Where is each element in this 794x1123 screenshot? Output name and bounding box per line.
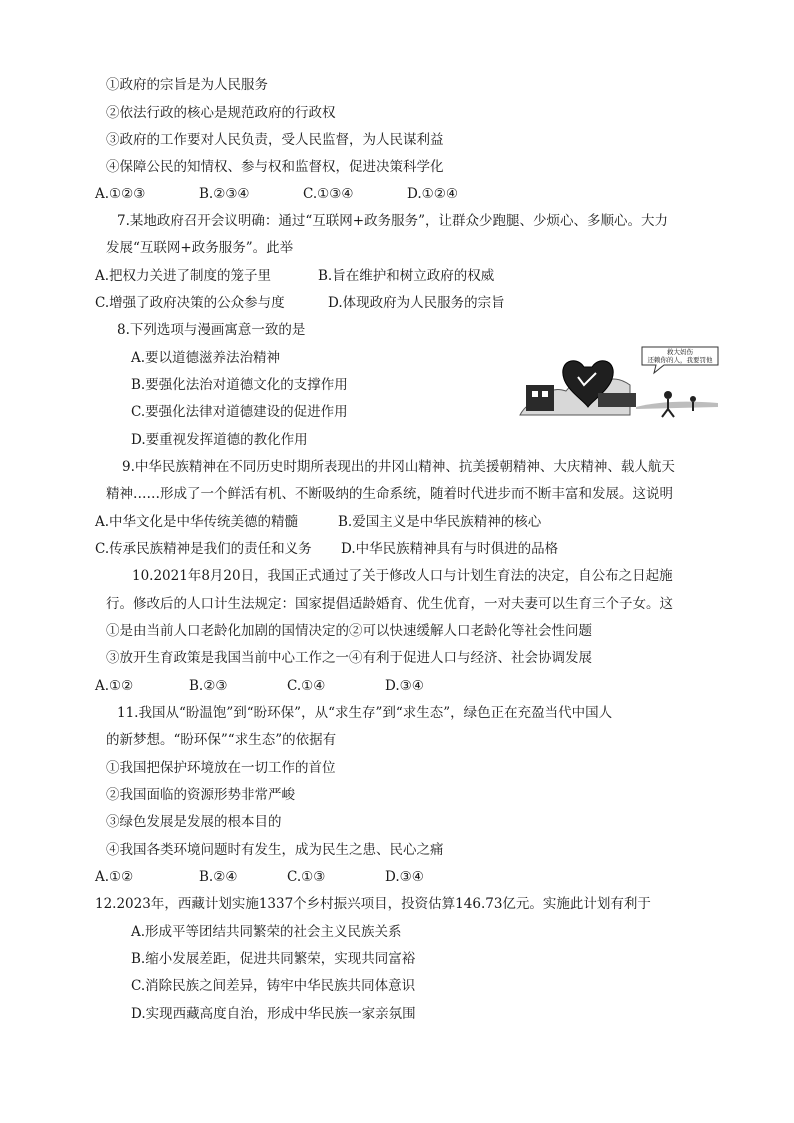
q8-option-b[interactable]: B.要强化法治对道德文化的支撑作用 xyxy=(131,377,348,393)
q11-item-4: ④我国各类环境问题时有发生，成为民生之患、民心之痛 xyxy=(106,842,444,858)
cartoon-caption-line2: 还赖你的人，我要罚他 xyxy=(647,356,713,364)
q9-stem-line1: 9.中华民族精神在不同历史时期所表现出的井冈山精神、抗美援朝精神、大庆精神、载人航天 xyxy=(122,459,675,475)
q11-options xyxy=(95,868,424,886)
cartoon-figure-leg xyxy=(668,409,674,417)
q8-stem: 8.下列选项与漫画寓意一致的是 xyxy=(117,322,306,338)
q7-option-d[interactable]: D.体现政府为人民服务的宗旨 xyxy=(328,295,505,311)
q9-option-c[interactable]: C.传承民族精神是我们的责任和义务 xyxy=(95,541,312,557)
cartoon-caption-line1: 救大妈伤 xyxy=(667,348,693,356)
q9-option-a[interactable]: A.中华文化是中华传统美德的精髓 xyxy=(95,514,299,530)
q6-option-d[interactable]: D.①②④ xyxy=(407,186,458,202)
cartoon-illustration xyxy=(518,345,722,431)
q7-option-b[interactable]: B.旨在维护和树立政府的权威 xyxy=(318,268,495,284)
q11-option-c[interactable]: C.①③ xyxy=(287,869,326,885)
cartoon-building xyxy=(526,385,554,411)
q6-option-a[interactable]: A.①②③ xyxy=(95,186,146,202)
q7-stem-line1: 7.某地政府召开会议明确：通过“互联网+政务服务”，让群众少跑腿、少烦心、多顺心。大力 xyxy=(117,213,668,229)
q10-option-b[interactable]: B.②③ xyxy=(189,678,228,694)
q6-item-2: ②依法行政的核心是规范政府的行政权 xyxy=(106,105,336,121)
q11-option-d[interactable]: D.③④ xyxy=(385,869,424,885)
q10-option-d[interactable]: D.③④ xyxy=(385,678,424,694)
q10-items-line2: ③放开生育政策是我国当前中心工作之一④有利于促进人口与经济、社会协调发展 xyxy=(106,650,592,666)
q11-item-3: ③绿色发展是发展的根本目的 xyxy=(106,814,282,830)
cartoon-signboard xyxy=(598,393,636,407)
q7-option-a[interactable]: A.把权力关进了制度的笼子里 xyxy=(95,268,272,284)
q7-options-row2 xyxy=(95,294,505,312)
q8-cartoon xyxy=(518,345,722,431)
q11-option-a[interactable]: A.①② xyxy=(95,869,134,885)
q12-option-b[interactable]: B.缩小发展差距，促进共同繁荣，实现共同富裕 xyxy=(131,951,416,967)
q6-option-c[interactable]: C.①③④ xyxy=(303,186,354,202)
q12-option-d[interactable]: D.实现西藏高度自治，形成中华民族一家亲氛围 xyxy=(131,1006,416,1022)
q10-option-c[interactable]: C.①④ xyxy=(287,678,326,694)
q12-option-a[interactable]: A.形成平等团结共同繁荣的社会主义民族关系 xyxy=(131,924,402,940)
q11-stem-line2: 的新梦想。“盼环保”“求生态”的依据有 xyxy=(106,732,337,748)
q10-option-a[interactable]: A.①② xyxy=(95,678,134,694)
cartoon-figure-head xyxy=(690,396,696,402)
q11-item-1: ①我国把保护环境放在一切工作的首位 xyxy=(106,760,336,776)
q7-stem-line2: 发展“互联网+政务服务”。此举 xyxy=(106,240,294,256)
cartoon-figure-head xyxy=(664,391,672,399)
cartoon-figure-leg xyxy=(662,409,668,417)
q12-option-c[interactable]: C.消除民族之间差异，铸牢中华民族共同体意识 xyxy=(131,978,416,994)
q12-stem: 12.2023年，西藏计划实施1337个乡村振兴项目，投资估算146.73亿元。实施此计划有利于 xyxy=(95,896,651,912)
q10-options xyxy=(95,677,424,695)
q9-option-b[interactable]: B.爱国主义是中华民族精神的核心 xyxy=(338,514,542,530)
q6-options xyxy=(95,185,458,203)
q10-stem-line1: 10.2021年8月20日，我国正式通过了关于修改人口与计划生育法的决定，自公布之日起施 xyxy=(132,568,673,584)
q11-item-2: ②我国面临的资源形势非常严峻 xyxy=(106,787,295,803)
cartoon-ground xyxy=(636,402,718,409)
q10-items-line1: ①是由当前人口老龄化加剧的国情决定的②可以快速缓解人口老龄化等社会性问题 xyxy=(106,623,592,639)
q9-stem-line2: 精神……形成了一个鲜活有机、不断吸纳的生命系统，随着时代进步而不断丰富和发展。这说明 xyxy=(106,486,673,502)
q8-option-c[interactable]: C.要强化法律对道德建设的促进作用 xyxy=(131,404,348,420)
q9-option-d[interactable]: D.中华民族精神具有与时俱进的品格 xyxy=(341,541,559,557)
q11-stem-line1: 11.我国从“盼温饱”到“盼环保”，从“求生存”到“求生态”，绿色正在充盈当代中国人 xyxy=(117,705,613,721)
q9-options-row2 xyxy=(95,540,558,558)
q6-item-1: ①政府的宗旨是为人民服务 xyxy=(106,77,268,93)
q9-options-row1 xyxy=(95,513,541,531)
cartoon-window xyxy=(532,391,538,397)
q8-option-a[interactable]: A.要以道德滋养法治精神 xyxy=(131,350,281,366)
cartoon-window xyxy=(542,391,548,397)
q7-option-c[interactable]: C.增强了政府决策的公众参与度 xyxy=(95,295,285,311)
q6-option-b[interactable]: B.②③④ xyxy=(199,186,250,202)
q8-option-d[interactable]: D.要重视发挥道德的教化作用 xyxy=(131,432,308,448)
q11-option-b[interactable]: B.②④ xyxy=(199,869,238,885)
q10-stem-line2: 行。修改后的人口计生法规定：国家提倡适龄婚育、优生优育，一对夫妻可以生育三个子女。这 xyxy=(106,596,673,612)
q7-options-row1 xyxy=(95,267,494,285)
q6-item-4: ④保障公民的知情权、参与权和监督权，促进决策科学化 xyxy=(106,159,444,175)
q6-item-3: ③政府的工作要对人民负责，受人民监督，为人民谋利益 xyxy=(106,132,444,148)
